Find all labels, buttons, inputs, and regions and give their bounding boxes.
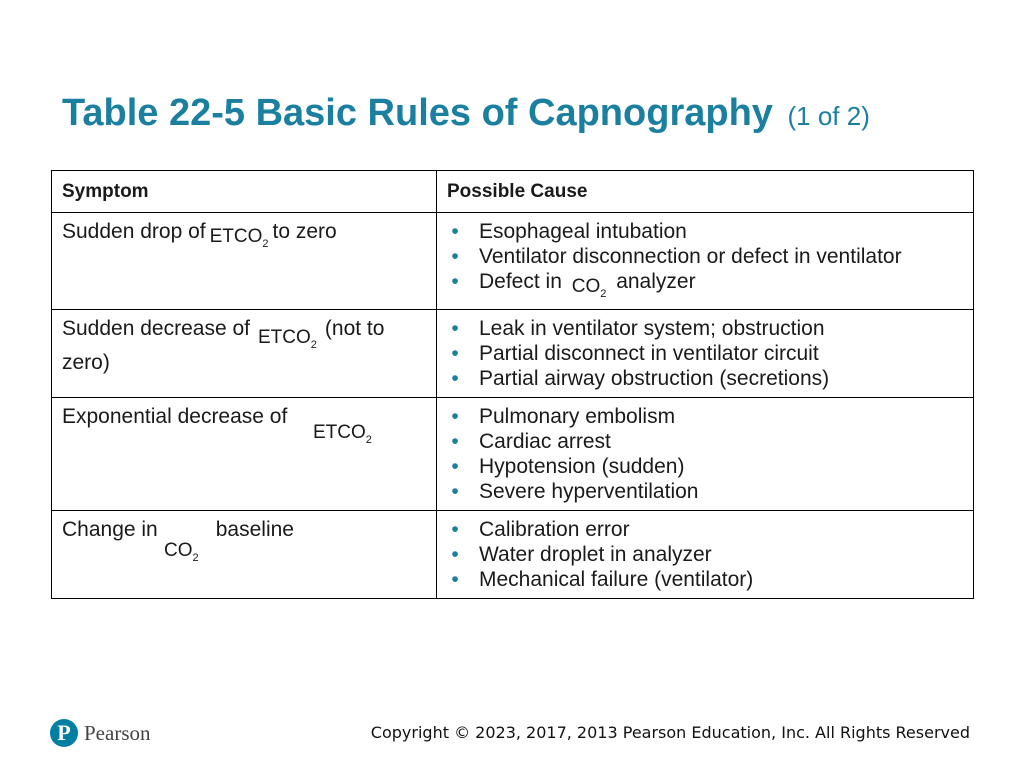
symptom-cell (52, 213, 437, 310)
bullet-icon: • (451, 429, 459, 453)
list-item (449, 479, 963, 504)
cause-text: Pulmonary embolism (479, 404, 676, 428)
symptom-text: (not to zero) (62, 316, 385, 374)
cause-list (449, 517, 963, 592)
co2-formula (572, 274, 607, 307)
cause-text: Partial disconnect in ventilator circuit (479, 341, 819, 365)
cause-text: Severe hyperventilation (479, 479, 699, 503)
table-row (52, 213, 974, 310)
formula-base: ETCO (257, 326, 311, 348)
cause-text: analyzer (616, 270, 696, 293)
list-item (449, 542, 963, 567)
table-row (52, 397, 974, 510)
bullet-icon: • (451, 270, 459, 293)
cause-text: Mechanical failure (ventilator) (479, 567, 754, 591)
bullet-icon: • (451, 542, 459, 566)
bullet-icon: • (451, 220, 459, 243)
list-item (449, 219, 963, 244)
formula-base: ETCO (209, 226, 263, 247)
bullet-icon: • (451, 567, 459, 591)
bullet-icon: • (451, 316, 459, 340)
cause-cell (437, 510, 974, 598)
cause-list (449, 316, 963, 391)
capnography-rules-table (51, 170, 974, 599)
formula-subscript: 2 (192, 551, 199, 564)
cause-text: Water droplet in analyzer (479, 542, 712, 566)
pearson-logo-text: Pearson (84, 720, 151, 745)
table-row (52, 510, 974, 598)
cause-text: Leak in ventilator system; obstruction (479, 316, 825, 340)
bullet-icon: • (451, 366, 459, 390)
title-part-indicator: (1 of 2) (787, 101, 870, 131)
list-item (449, 341, 963, 366)
bullet-icon: • (451, 454, 459, 478)
bullet-icon: • (451, 479, 459, 503)
list-item (449, 517, 963, 542)
list-item (449, 269, 963, 303)
bullet-icon: • (451, 517, 459, 541)
table-row (52, 309, 974, 397)
formula-subscript: 2 (310, 338, 317, 351)
cause-cell (437, 397, 974, 510)
cause-text: Esophageal intubation (479, 220, 687, 243)
formula-subscript: 2 (365, 433, 372, 446)
symptom-text: Exponential decrease of (62, 404, 288, 428)
cause-list (449, 404, 963, 504)
etco2-formula (210, 224, 269, 257)
symptom-text: to zero (272, 220, 337, 243)
cause-text: Calibration error (479, 517, 630, 541)
etco2-formula (313, 420, 372, 453)
table-header-row (52, 171, 974, 213)
list-item (449, 404, 963, 429)
cause-text: Defect in (479, 270, 562, 293)
pearson-logo-icon: P (50, 719, 78, 747)
symptom-text: Change in (62, 517, 158, 541)
list-item (449, 316, 963, 341)
pearson-logo (50, 719, 151, 747)
cause-cell (437, 309, 974, 397)
co2-formula (164, 538, 199, 571)
symptom-text: Sudden drop of (62, 220, 206, 243)
cause-text: Partial airway obstruction (secretions) (479, 366, 830, 390)
bullet-icon: • (451, 245, 459, 268)
footer (50, 717, 970, 757)
cause-list (449, 219, 963, 303)
bullet-icon: • (451, 341, 459, 365)
header-possible-cause: Possible Cause (437, 171, 974, 213)
copyright-notice: Copyright © 2023, 2017, 2013 Pearson Education, Inc. All Rights Reserved (370, 723, 970, 742)
symptom-cell (52, 510, 437, 598)
cause-cell (437, 213, 974, 310)
list-item (449, 366, 963, 391)
etco2-formula (258, 325, 317, 358)
list-item (449, 454, 963, 479)
formula-subscript: 2 (600, 287, 607, 300)
title-main: Table 22-5 Basic Rules of Capnography (62, 92, 773, 134)
formula-base: CO (164, 539, 193, 561)
page-title (62, 92, 870, 135)
symptom-text: Sudden decrease of (62, 316, 250, 340)
list-item (449, 244, 963, 269)
symptom-text: baseline (215, 517, 294, 541)
list-item (449, 429, 963, 454)
symptom-cell (52, 309, 437, 397)
cause-text: Hypotension (sudden) (479, 454, 685, 478)
cause-text: Ventilator disconnection or defect in ventilator (479, 245, 902, 268)
list-item (449, 567, 963, 592)
header-symptom: Symptom (52, 171, 437, 213)
formula-base: CO (571, 276, 601, 297)
formula-base: ETCO (313, 421, 366, 443)
formula-subscript: 2 (262, 237, 269, 250)
cause-text: Cardiac arrest (479, 429, 611, 453)
bullet-icon: • (451, 404, 459, 428)
symptom-cell (52, 397, 437, 510)
